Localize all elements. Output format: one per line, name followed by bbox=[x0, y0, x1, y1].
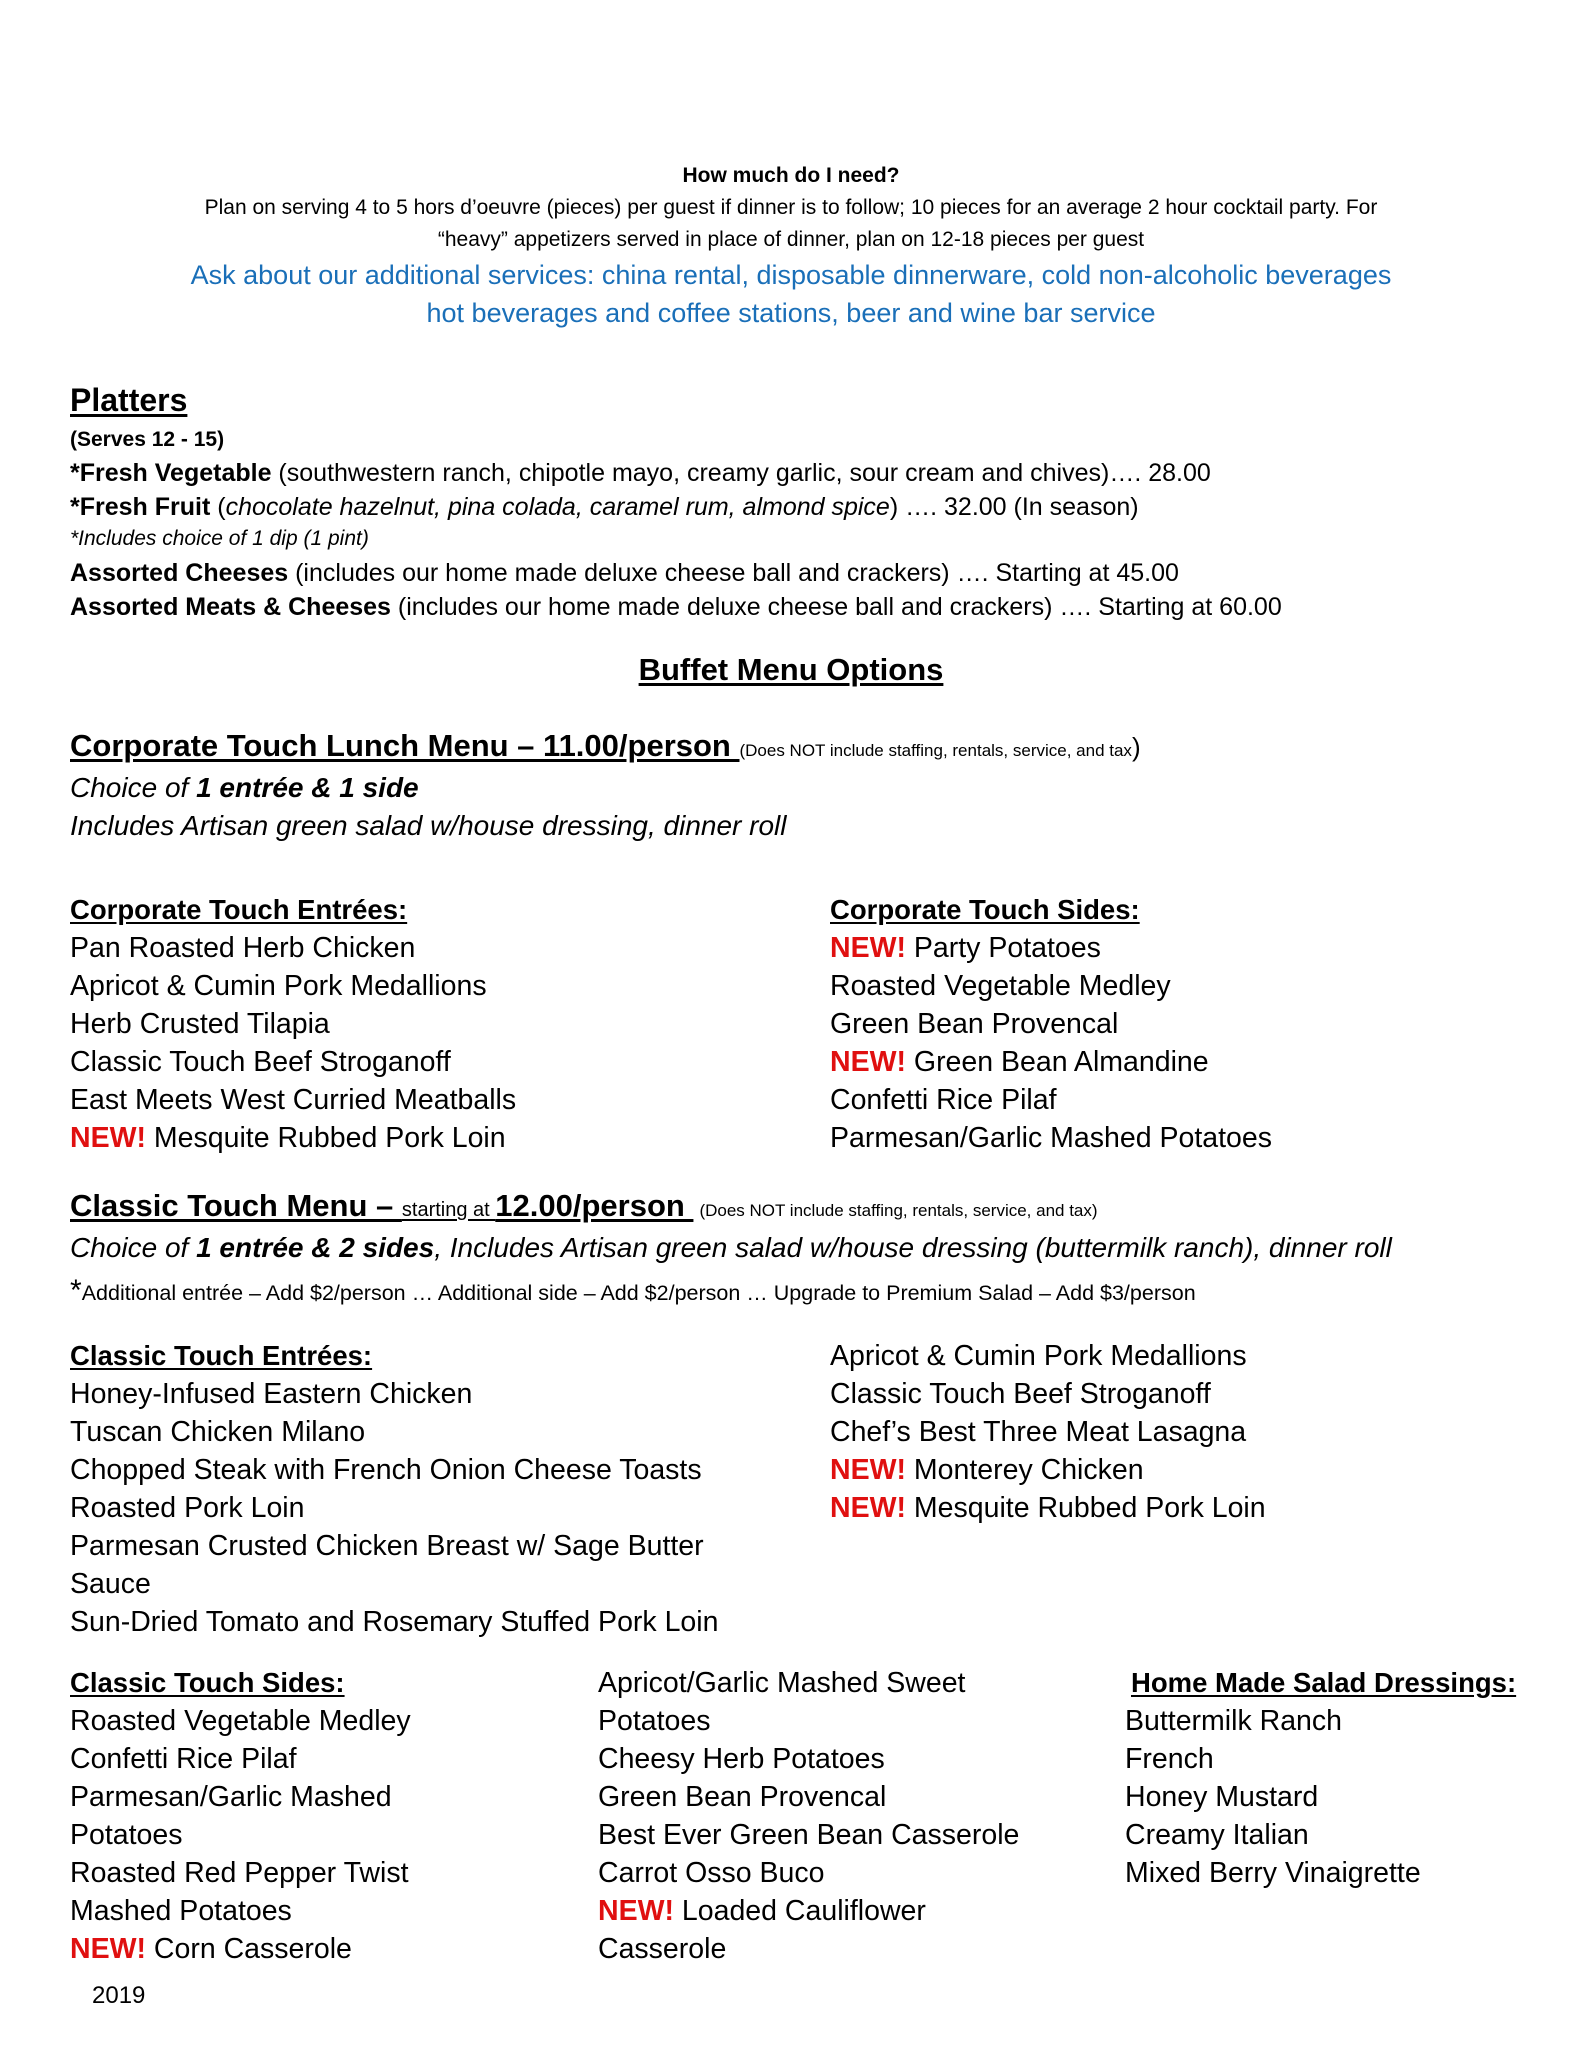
menu-item-name: Green Bean Provencal bbox=[830, 1008, 1119, 1040]
classic-starting-at: starting at bbox=[401, 1199, 496, 1221]
classic-side-item bbox=[70, 1778, 411, 1816]
platter-item-paren: ( bbox=[210, 493, 226, 521]
corporate-side-item bbox=[830, 1081, 1272, 1119]
classic-entrees-column-right bbox=[830, 1337, 1266, 1527]
menu-item-name: Confetti Rice Pilaf bbox=[830, 1084, 1057, 1116]
menu-item-name: Parmesan Crusted Chicken Breast w/ Sage Butter bbox=[70, 1530, 704, 1562]
platter-item-desc: (includes our home made deluxe cheese ball and crackers) …. Starting at 45.00 bbox=[288, 559, 1179, 587]
menu-item-name: Chef’s Best Three Meat Lasagna bbox=[830, 1416, 1247, 1448]
menu-item-name: Apricot/Garlic Mashed Sweet bbox=[598, 1667, 966, 1699]
classic-additional-note bbox=[70, 1274, 1196, 1308]
classic-entree-item bbox=[830, 1375, 1266, 1413]
services-line-1: Ask about our additional services: china rental, disposable dinnerware, cold non-alcoholic beverages bbox=[190, 260, 1392, 290]
classic-price: 12.00/person bbox=[495, 1188, 694, 1223]
dressing-item bbox=[1125, 1778, 1516, 1816]
services-line-2: hot beverages and coffee stations, beer and wine bar service bbox=[426, 298, 1156, 328]
corporate-note-close: ) bbox=[1131, 732, 1141, 762]
menu-item-name: Mixed Berry Vinaigrette bbox=[1125, 1857, 1421, 1889]
corporate-menu-heading bbox=[70, 728, 1141, 764]
classic-sides-header: Classic Touch Sides: bbox=[70, 1667, 345, 1698]
menu-item-name: Best Ever Green Bean Casserole bbox=[598, 1819, 1020, 1851]
corporate-menu-title: Corporate Touch Lunch Menu – 11.00/person bbox=[70, 728, 740, 763]
classic-side-item bbox=[598, 1702, 1019, 1740]
dressing-item bbox=[1125, 1816, 1516, 1854]
menu-item-name: Roasted Red Pepper Twist bbox=[70, 1857, 409, 1889]
classic-side-item bbox=[598, 1664, 1019, 1702]
classic-side-item bbox=[70, 1740, 411, 1778]
new-badge: NEW! bbox=[598, 1895, 674, 1927]
menu-item-name: Buttermilk Ranch bbox=[1125, 1705, 1342, 1737]
menu-item-name: Green Bean Provencal bbox=[598, 1781, 887, 1813]
menu-item-name: Roasted Pork Loin bbox=[70, 1492, 305, 1524]
platters-title: Platters bbox=[70, 382, 188, 418]
plan-line-2: “heavy” appetizers served in place of dinner, plan on 12-18 pieces per guest bbox=[437, 228, 1145, 251]
platter-assorted-meats-cheeses bbox=[70, 590, 1282, 624]
menu-item-name: Corn Casserole bbox=[145, 1933, 352, 1965]
menu-item-name: East Meets West Curried Meatballs bbox=[70, 1084, 517, 1116]
classic-additional-text: Additional entrée – Add $2/person … Additional side – Add $2/person … Upgrade to Premium Salad – Add $3/person bbox=[81, 1281, 1196, 1305]
classic-sides-column-1 bbox=[70, 1664, 411, 1968]
menu-item-name: Potatoes bbox=[598, 1705, 711, 1737]
menu-item-name: Sauce bbox=[70, 1568, 151, 1600]
classic-side-item bbox=[598, 1778, 1019, 1816]
platter-assorted-cheeses bbox=[70, 556, 1179, 590]
classic-side-item bbox=[70, 1702, 411, 1740]
corporate-entree-item bbox=[70, 967, 516, 1005]
corporate-choice-prefix: Choice of bbox=[70, 772, 197, 803]
menu-item-name: Carrot Osso Buco bbox=[598, 1857, 825, 1889]
classic-side-item bbox=[598, 1816, 1019, 1854]
corporate-side-item bbox=[830, 967, 1272, 1005]
classic-entree-item bbox=[70, 1565, 718, 1603]
buffet-menu-title: Buffet Menu Options bbox=[638, 652, 944, 687]
menu-item-name: Parmesan/Garlic Mashed Potatoes bbox=[830, 1122, 1272, 1154]
menu-item-name: Sun-Dried Tomato and Rosemary Stuffed Pork Loin bbox=[70, 1606, 719, 1638]
corporate-choice bbox=[70, 772, 419, 804]
platter-item-desc: (southwestern ranch, chipotle mayo, creamy garlic, sour cream and chives)…. 28.00 bbox=[271, 459, 1211, 487]
corporate-sides-header: Corporate Touch Sides: bbox=[830, 894, 1140, 925]
corporate-entree-item bbox=[70, 1043, 516, 1081]
classic-choice-count: 1 entrée & 2 sides bbox=[196, 1232, 435, 1263]
new-badge: NEW! bbox=[70, 1122, 146, 1154]
dressing-item bbox=[1125, 1854, 1516, 1892]
corporate-menu-note: (Does NOT include staffing, rentals, service, and tax bbox=[739, 741, 1132, 760]
corporate-includes: Includes Artisan green salad w/house dressing, dinner roll bbox=[70, 810, 787, 841]
classic-choice-rest: , Includes Artisan green salad w/house dressing (buttermilk ranch), dinner roll bbox=[434, 1232, 1392, 1263]
classic-entree-item bbox=[830, 1451, 1266, 1489]
menu-item-name: Parmesan/Garlic Mashed bbox=[70, 1781, 392, 1813]
classic-entrees-header: Classic Touch Entrées: bbox=[70, 1340, 373, 1371]
footer-year: 2019 bbox=[92, 1982, 146, 2009]
dressing-item bbox=[1125, 1740, 1516, 1778]
platter-fruit-dips: chocolate hazelnut, pina colada, caramel rum, almond spice bbox=[225, 493, 890, 521]
dressing-item bbox=[1125, 1702, 1516, 1740]
classic-entree-item bbox=[70, 1451, 718, 1489]
classic-side-item bbox=[598, 1930, 1019, 1968]
new-badge: NEW! bbox=[830, 1454, 906, 1486]
menu-item-name: Casserole bbox=[598, 1933, 727, 1965]
new-badge: NEW! bbox=[830, 932, 906, 964]
menu-item-name: Apricot & Cumin Pork Medallions bbox=[830, 1340, 1247, 1372]
classic-sides-column-2 bbox=[598, 1664, 1019, 1968]
platter-item-desc: ) …. 32.00 (In season) bbox=[889, 493, 1139, 521]
menu-item-name: Roasted Vegetable Medley bbox=[70, 1705, 411, 1737]
plan-line-1: Plan on serving 4 to 5 hors d’oeuvre (pieces) per guest if dinner is to follow; 10 pieces for an average 2 hour cocktail party. For bbox=[204, 196, 1378, 219]
menu-item-name: French bbox=[1125, 1743, 1214, 1775]
menu-item-name: Classic Touch Beef Stroganoff bbox=[830, 1378, 1211, 1410]
new-badge: NEW! bbox=[70, 1933, 146, 1965]
classic-side-item bbox=[598, 1892, 1019, 1930]
menu-item-name: Pan Roasted Herb Chicken bbox=[70, 932, 416, 964]
platter-item-name: *Fresh Fruit bbox=[70, 493, 211, 521]
menu-item-name: Monterey Chicken bbox=[905, 1454, 1144, 1486]
classic-entree-item bbox=[70, 1489, 718, 1527]
classic-side-item bbox=[70, 1854, 411, 1892]
dressings-header: Home Made Salad Dressings: bbox=[1131, 1667, 1517, 1698]
platter-item-name: Assorted Cheeses bbox=[70, 559, 289, 587]
corporate-entree-item bbox=[70, 1005, 516, 1043]
menu-item-name: Potatoes bbox=[70, 1819, 183, 1851]
corporate-sides-column bbox=[830, 891, 1272, 1157]
classic-side-item bbox=[598, 1854, 1019, 1892]
classic-entree-item bbox=[830, 1489, 1266, 1527]
classic-choice-prefix: Choice of bbox=[70, 1232, 197, 1263]
classic-entrees-column-left bbox=[70, 1337, 718, 1641]
new-badge: NEW! bbox=[830, 1492, 906, 1524]
classic-side-item bbox=[70, 1816, 411, 1854]
menu-item-name: Mesquite Rubbed Pork Loin bbox=[905, 1492, 1266, 1524]
classic-side-item bbox=[598, 1740, 1019, 1778]
corporate-side-item bbox=[830, 1005, 1272, 1043]
classic-entree-item bbox=[70, 1375, 718, 1413]
menu-item-name: Chopped Steak with French Onion Cheese Toasts bbox=[70, 1454, 702, 1486]
menu-item-name: Cheesy Herb Potatoes bbox=[598, 1743, 885, 1775]
menu-item-name: Loaded Cauliflower bbox=[673, 1895, 926, 1927]
menu-item-name: Mesquite Rubbed Pork Loin bbox=[145, 1122, 506, 1154]
menu-item-name: Confetti Rice Pilaf bbox=[70, 1743, 297, 1775]
corporate-side-item bbox=[830, 1043, 1272, 1081]
classic-side-item bbox=[70, 1930, 411, 1968]
corporate-choice-count: 1 entrée & 1 side bbox=[196, 772, 419, 803]
classic-entree-item bbox=[830, 1337, 1266, 1375]
menu-item-name: Classic Touch Beef Stroganoff bbox=[70, 1046, 451, 1078]
corporate-entree-item bbox=[70, 1081, 516, 1119]
platter-item-desc: (includes our home made deluxe cheese ball and crackers) …. Starting at 60.00 bbox=[390, 593, 1282, 621]
classic-entree-item bbox=[70, 1413, 718, 1451]
classic-choice bbox=[70, 1232, 1392, 1264]
classic-entree-item bbox=[70, 1603, 718, 1641]
new-badge: NEW! bbox=[830, 1046, 906, 1078]
corporate-entree-item bbox=[70, 929, 516, 967]
menu-item-name: Herb Crusted Tilapia bbox=[70, 1008, 330, 1040]
menu-item-name: Roasted Vegetable Medley bbox=[830, 970, 1171, 1002]
corporate-side-item bbox=[830, 1119, 1272, 1157]
menu-item-name: Mashed Potatoes bbox=[70, 1895, 292, 1927]
classic-menu-title: Classic Touch Menu – bbox=[70, 1188, 402, 1223]
classic-menu-note: (Does NOT include staffing, rentals, service, and tax) bbox=[699, 1201, 1098, 1220]
corporate-entrees-column bbox=[70, 891, 516, 1157]
corporate-entrees-header: Corporate Touch Entrées: bbox=[70, 894, 408, 925]
menu-item-name: Tuscan Chicken Milano bbox=[70, 1416, 366, 1448]
classic-entree-item bbox=[830, 1413, 1266, 1451]
classic-entree-item bbox=[70, 1527, 718, 1565]
menu-item-name: Party Potatoes bbox=[905, 932, 1101, 964]
classic-side-item bbox=[70, 1892, 411, 1930]
platter-fresh-fruit bbox=[70, 490, 1139, 524]
dressings-column bbox=[1125, 1664, 1516, 1892]
platter-item-name: *Fresh Vegetable bbox=[70, 459, 272, 487]
menu-item-name: Apricot & Cumin Pork Medallions bbox=[70, 970, 487, 1002]
how-much-question: How much do I need? bbox=[682, 164, 900, 187]
platters-serves: (Serves 12 - 15) bbox=[70, 428, 225, 451]
menu-item-name: Creamy Italian bbox=[1125, 1819, 1309, 1851]
classic-additional-star: * bbox=[70, 1274, 82, 1307]
corporate-entree-item bbox=[70, 1119, 516, 1157]
menu-item-name: Honey Mustard bbox=[1125, 1781, 1319, 1813]
menu-item-name: Honey-Infused Eastern Chicken bbox=[70, 1378, 473, 1410]
classic-menu-heading bbox=[70, 1188, 1098, 1224]
platter-fresh-vegetable bbox=[70, 456, 1211, 490]
corporate-side-item bbox=[830, 929, 1272, 967]
menu-item-name: Green Bean Almandine bbox=[905, 1046, 1209, 1078]
platter-dip-note: *Includes choice of 1 dip (1 pint) bbox=[70, 527, 369, 550]
platter-item-name: Assorted Meats & Cheeses bbox=[70, 593, 391, 621]
